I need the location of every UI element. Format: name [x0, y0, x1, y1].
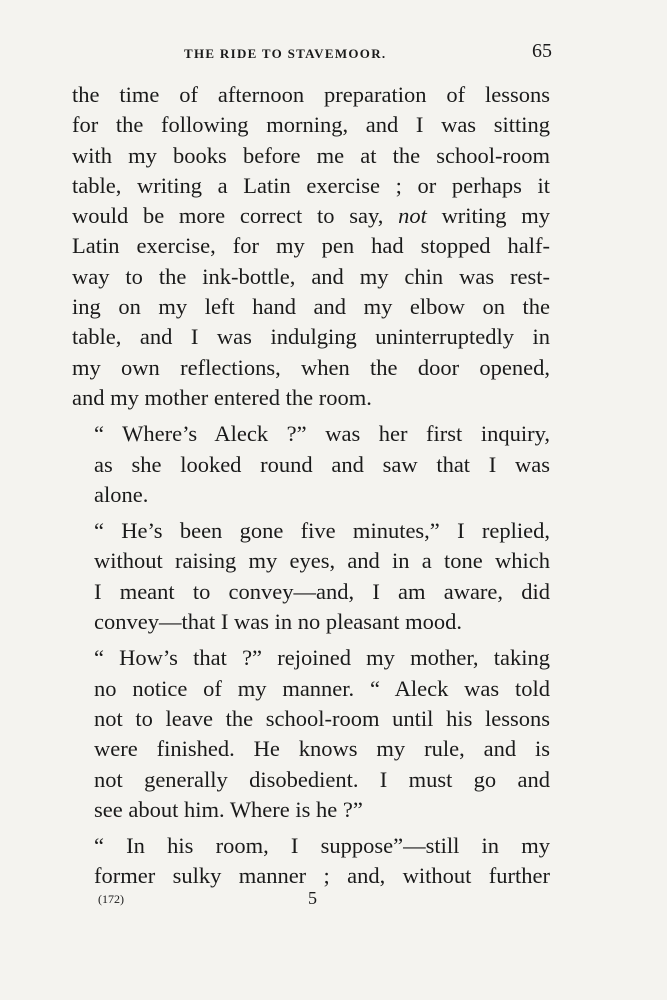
text-line: as she looked round and saw that I was [94, 451, 550, 477]
text-line: “ In his room, I suppose”—still in my [94, 833, 550, 859]
paragraph [72, 80, 550, 413]
page-header [74, 36, 552, 66]
signature-code: (172) [98, 892, 124, 906]
text-line: my own reflections, when the door opened, [72, 354, 550, 380]
text-line: see about him. Where is he ?” [94, 796, 363, 822]
signature-mark: 5 [308, 888, 317, 908]
text-line: with my books before me at the school-room [72, 142, 550, 168]
text-line: table, writing a Latin exercise ; or perhaps it [72, 172, 550, 198]
text-fragment: writing my [441, 203, 551, 229]
text-line [72, 201, 550, 231]
text-line: former sulky manner ; and, without further [94, 863, 550, 889]
text-line: “ Where’s Aleck ?” was her first inquiry, [94, 421, 550, 447]
text-line: and my mother entered the room. [72, 384, 372, 410]
running-head: THE RIDE TO STAVEMOOR. [184, 46, 387, 61]
text-fragment: would be more correct to say, [72, 203, 384, 229]
paragraph [72, 419, 550, 510]
page-footer [98, 888, 358, 912]
page-number: 65 [532, 40, 552, 62]
text-line: I meant to convey—and, I am aware, did [94, 578, 550, 604]
paragraph [72, 516, 550, 637]
text-line: way to the ink-bottle, and my chin was rest- [72, 263, 550, 289]
text-line: convey—that I was in no pleasant mood. [94, 609, 463, 635]
text-line: without raising my eyes, and in a tone which [94, 548, 550, 574]
text-line: not generally disobedient. I must go and [94, 766, 550, 792]
text-line: no notice of my manner. “ Aleck was told [94, 675, 550, 701]
text-line: table, and I was indulging uninterruptedly in [72, 324, 550, 350]
text-line: for the following morning, and I was sitting [72, 112, 550, 138]
paragraph [72, 831, 550, 892]
text-line: Latin exercise, for my pen had stopped half- [72, 233, 550, 259]
text-line: were finished. He knows my rule, and is [94, 736, 550, 762]
body-text [72, 80, 550, 892]
text-line: “ He’s been gone five minutes,” I replied, [94, 518, 550, 544]
text-line: not to leave the school-room until his lessons [94, 705, 550, 731]
emphasis-word: not [398, 203, 427, 229]
text-line: “ How’s that ?” rejoined my mother, taking [94, 645, 550, 671]
text-line: the time of afternoon preparation of lessons [72, 82, 550, 107]
text-line: alone. [94, 481, 149, 507]
text-line: ing on my left hand and my elbow on the [72, 294, 550, 320]
paragraph [72, 643, 550, 825]
